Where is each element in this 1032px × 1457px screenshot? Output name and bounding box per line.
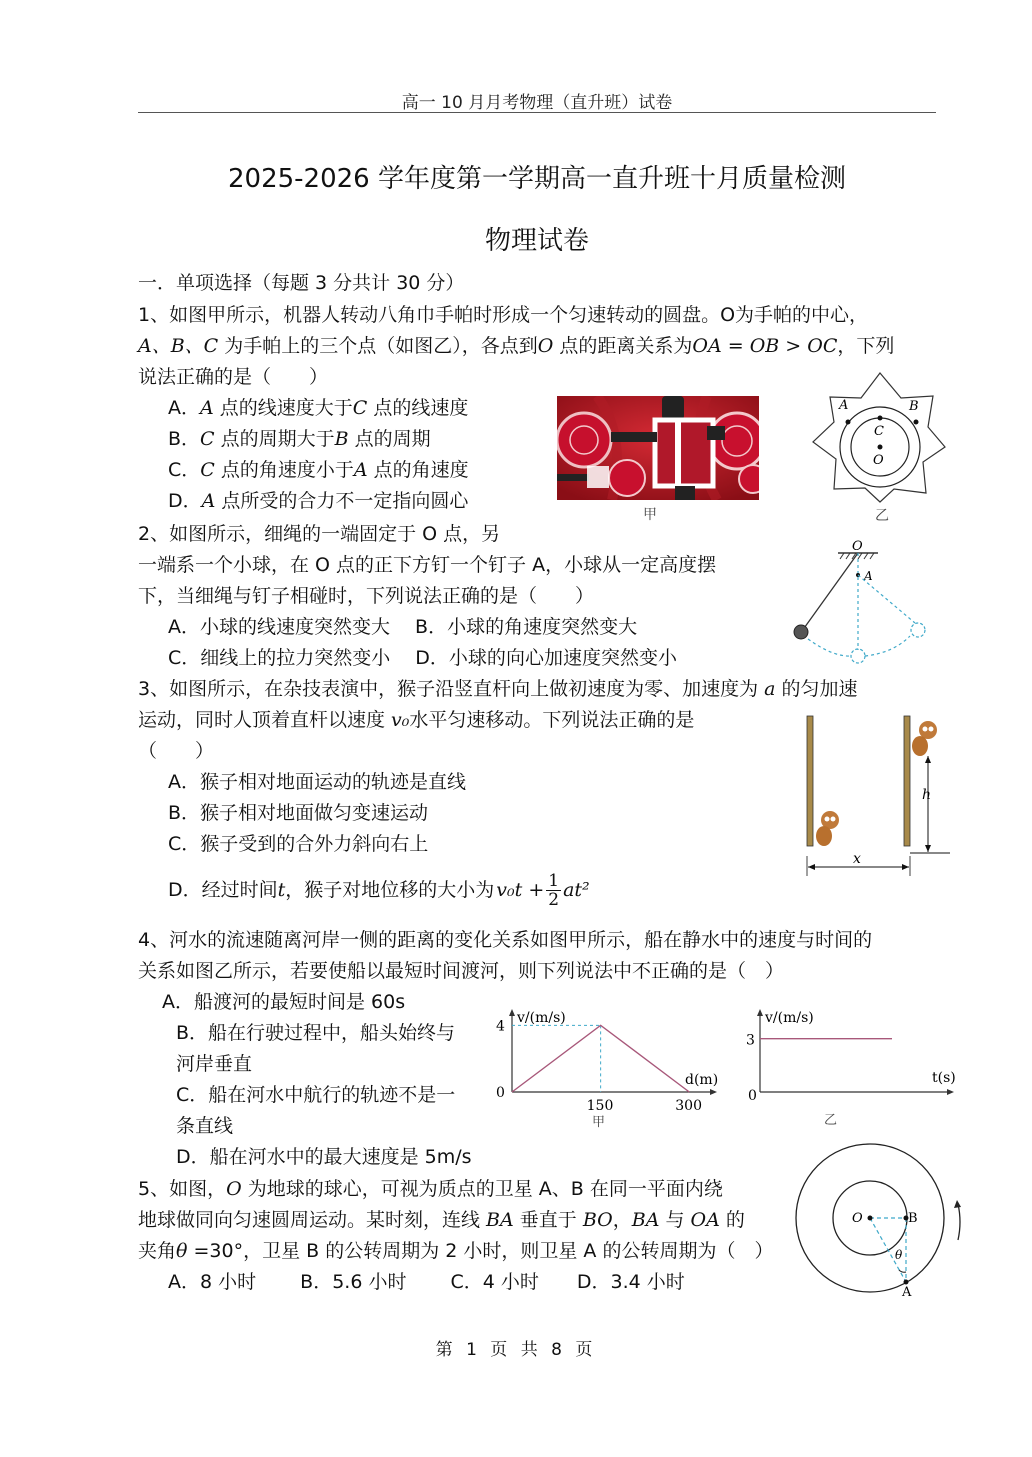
exam-title: 2025-2026 学年度第一学期高一直升班十月质量检测: [228, 164, 846, 194]
fraction: [546, 872, 561, 909]
option-var: C: [200, 459, 215, 481]
q1-options: [168, 393, 469, 517]
q4-option-b[interactable]: B．船在行驶过程中，船头始终与: [176, 1022, 456, 1044]
page-number: 第 1 页 共 8 页: [435, 1340, 597, 1360]
pendulum-diagram: [788, 535, 936, 667]
ball: [794, 625, 808, 639]
fraction-numerator: 1: [548, 871, 560, 891]
q5-line1: [138, 1174, 723, 1205]
label-o: O: [852, 1211, 863, 1226]
label-o: O: [873, 453, 884, 468]
q2-line1: 2、如图所示，细绳的一端固定于 O 点，另: [138, 523, 501, 545]
q1-relation: OA = OB > OC: [692, 335, 838, 357]
label-b: B: [909, 399, 919, 414]
q3-line1: [138, 674, 858, 705]
q5-line2: [138, 1205, 745, 1236]
label-theta: θ: [895, 1248, 903, 1262]
q4-option-b-cont: 河岸垂直: [176, 1053, 253, 1075]
option-var: C: [200, 428, 215, 450]
q3-text: 运动，同时人顶着直杆以速度: [138, 709, 392, 731]
y-tick-label: 3: [746, 1032, 755, 1049]
label-b: B: [908, 1211, 918, 1226]
q3-text: 3、如图所示，在杂技表演中，猴子沿竖直杆向上做初速度为零、加速度为: [138, 678, 765, 700]
q5-text: 5、如图，: [138, 1178, 227, 1200]
octagram-diagram: [808, 370, 948, 504]
q5-var: BA: [631, 1209, 660, 1231]
x-axis-label: t(s): [932, 1070, 956, 1086]
q5-text: 的: [719, 1209, 745, 1231]
q5-line3: [138, 1236, 773, 1267]
q1-option-d[interactable]: [168, 486, 469, 517]
option-var: A: [200, 397, 214, 419]
option-text: 点的线速度大于: [213, 397, 353, 419]
q5-var: BO: [582, 1209, 613, 1231]
option-var: A: [353, 459, 368, 481]
satellite-orbit-diagram: [792, 1142, 970, 1298]
q3-option-c[interactable]: C．猴子受到的合外力斜向右上: [168, 833, 429, 855]
q5-var-theta: θ: [176, 1240, 188, 1262]
option-text: D．经过时间: [168, 879, 278, 901]
q4-option-c-cont: 条直线: [176, 1115, 234, 1137]
header-rule: [138, 112, 936, 113]
q5-var: BA: [486, 1209, 514, 1231]
label-a: A: [864, 569, 873, 583]
q3-text: 水平匀速移动。下列说法正确的是: [409, 709, 695, 731]
monkey-top: [912, 721, 937, 756]
q1-points: A、B、C: [138, 335, 219, 357]
y-tick-label: 4: [496, 1018, 505, 1035]
q5-text: 为地球的球心，可视为质点的卫星 A、B 在同一平面内绕: [241, 1178, 723, 1200]
q1-o: O: [537, 335, 554, 357]
q1-option-c[interactable]: [168, 455, 469, 486]
q3-option-b[interactable]: B．猴子相对地面做匀变速运动: [168, 802, 429, 824]
q4-option-c[interactable]: C．船在河水中航行的轨迹不是一: [176, 1084, 456, 1106]
x-axis-label: d(m): [685, 1072, 719, 1088]
label-o: O: [852, 539, 863, 554]
fig-yi-caption: 乙: [875, 508, 889, 524]
q1-line1: 1、如图甲所示，机器人转动八角巾手帕时形成一个匀速转动的圆盘。O为手帕的中心，: [138, 304, 869, 326]
chart-caption: 甲: [592, 1115, 606, 1130]
q1-text3: ，下列: [837, 335, 895, 357]
q5-var: OA: [690, 1209, 720, 1231]
q4-line2: 关系如图乙所示，若要使船以最短时间渡河，则下列说法中不正确的是（ ）: [138, 960, 785, 982]
q5-text: =30°，卫星 B 的公转周期为 2 小时，则卫星 A 的公转周期为（ ）: [187, 1240, 774, 1262]
q5-text: ，: [612, 1209, 632, 1231]
q4-option-d[interactable]: D．船在河水中的最大速度是 5m/s: [176, 1146, 472, 1168]
q5-text: 夹角: [138, 1240, 177, 1262]
q1-text: 为手帕上的三个点（如图乙），各点到: [218, 335, 538, 357]
q5-text: 垂直于: [513, 1209, 583, 1231]
q5-var-o: O: [226, 1178, 242, 1200]
q5-text: 与: [659, 1209, 691, 1231]
option-var-t: t: [277, 879, 286, 901]
x-tick-label: 0: [496, 1085, 505, 1101]
exam-subtitle: 物理试卷: [484, 226, 589, 256]
q1-option-b[interactable]: [168, 424, 469, 455]
option-label: D．: [168, 490, 202, 512]
x-tick-label: 0: [748, 1088, 757, 1104]
q1-text2: 点的距离关系为: [553, 335, 693, 357]
q5-text: 地球做同向匀速圆周运动。某时刻，连线: [138, 1209, 487, 1231]
section-heading: 一．单项选择（每题 3 分共计 30 分）: [138, 272, 465, 294]
chart-yi: [740, 1000, 960, 1132]
option-var: B: [334, 428, 349, 450]
q4-line1: 4、河水的流速随离河岸一侧的距离的变化关系如图甲所示，船在静水中的速度与时间的: [138, 929, 873, 951]
option-text: 点的角速度小于: [214, 459, 354, 481]
option-text: 点的角速度: [367, 459, 469, 481]
right-pole: [904, 716, 910, 846]
fig-jia-caption: 甲: [643, 507, 657, 523]
y-axis-label: v/(m/s): [517, 1010, 566, 1026]
q3-line3: （ ）: [138, 740, 215, 762]
label-c: C: [874, 424, 884, 439]
robot-photo: [557, 396, 759, 500]
option-text: 点的线速度: [367, 397, 469, 419]
option-text: 点的周期: [348, 428, 431, 450]
string: [802, 553, 858, 631]
label-x: x: [853, 851, 861, 867]
q3-var-v0: v₀: [391, 709, 410, 731]
running-header: 高一 10 月月考物理（直升班）试卷: [401, 93, 673, 113]
q5-options[interactable]: A．8 小时 B．5.6 小时 C．4 小时 D．3.4 小时: [168, 1271, 685, 1293]
q2-line2: 一端系一个小球，在 O 点的正下方钉一个钉子 A，小球从一定高度摆: [138, 554, 717, 576]
monkey-pole-diagram: [800, 712, 950, 882]
q1-option-a[interactable]: [168, 393, 469, 424]
q2-options-row2[interactable]: C．细线上的拉力突然变小 D．小球的向心加速度突然变小: [168, 647, 677, 669]
x-tick-label: 150: [586, 1098, 614, 1114]
chart-jia: [482, 1000, 730, 1132]
rotation-arrow-icon: [958, 1204, 960, 1240]
q1-line2: [138, 331, 894, 362]
q1-line3: 说法正确的是（ ）: [138, 366, 329, 388]
option-label: C．: [168, 459, 201, 481]
option-text: ，猴子对地位移的大小为: [285, 879, 495, 901]
q3-var-a: a: [764, 678, 776, 700]
q3-option-a[interactable]: A．猴子相对地面运动的轨迹是直线: [168, 771, 466, 793]
chart-caption: 乙: [824, 1113, 838, 1128]
q3-option-d[interactable]: [168, 872, 590, 909]
y-axis-label: v/(m/s): [765, 1010, 814, 1026]
formula-part: at²: [563, 879, 590, 901]
q3-text: 的匀加速: [775, 678, 858, 700]
q2-line3: 下，当细绳与钉子相碰时，下列说法正确的是（ ）: [138, 585, 595, 607]
formula-part: v₀t +: [496, 879, 545, 901]
q4-option-a[interactable]: A．船渡河的最短时间是 60s: [162, 991, 406, 1013]
left-pole: [807, 716, 813, 846]
label-a: A: [839, 398, 849, 413]
option-label: B．: [168, 428, 201, 450]
label-a: A: [902, 1285, 912, 1298]
monkey-bottom: [816, 811, 839, 846]
q3-line2: [138, 705, 694, 736]
option-var: C: [352, 397, 368, 419]
option-var: A: [201, 490, 216, 512]
option-text: 点的周期大于: [214, 428, 335, 450]
label-h: h: [922, 787, 932, 803]
fraction-denominator: 2: [548, 890, 560, 910]
x-tick-label: 300: [675, 1098, 703, 1114]
q2-options-row1[interactable]: A．小球的线速度突然变大 B．小球的角速度突然变大: [168, 616, 638, 638]
option-text: 点所受的合力不一定指向圆心: [215, 490, 469, 512]
option-label: A．: [168, 397, 200, 419]
